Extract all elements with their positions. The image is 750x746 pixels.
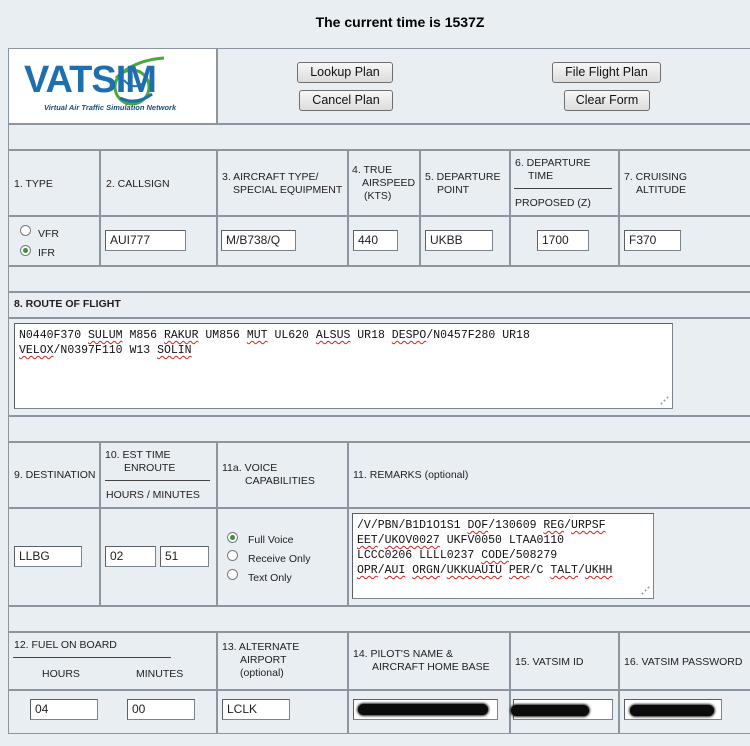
page-title: The current time is 1537Z [315, 14, 485, 30]
ete-minutes-input[interactable]: 51 [160, 546, 209, 567]
logo-tagline: Virtual Air Traffic Simulation Network [44, 103, 177, 112]
cancel-plan-button[interactable]: Cancel Plan [299, 90, 393, 111]
aircraft-type-input[interactable]: M/B738/Q [221, 230, 296, 251]
route-line-1: N0440F370 SULUM M856 RAKUR UM856 MUT UL620 ALSUS UR18 DESPO/N0457F280 UR18 [19, 329, 530, 342]
ete-divider [105, 480, 210, 481]
redacted-password [630, 705, 714, 716]
ete-label-3: HOURS / MINUTES [106, 489, 200, 501]
buttons-cell [217, 48, 750, 124]
redacted-pilot-name [358, 704, 488, 715]
ete-hours-input[interactable]: 02 [105, 546, 156, 567]
text-only-label: Text Only [248, 572, 292, 584]
password-label: 16. VATSIM PASSWORD [624, 656, 743, 668]
resize-grip-icon[interactable] [660, 396, 670, 406]
remarks-textarea[interactable] [352, 513, 654, 599]
vatsim-id-label: 15. VATSIM ID [515, 656, 584, 668]
fuel-hours-label: HOURS [42, 668, 80, 680]
alternate-airport-input[interactable]: LCLK [222, 699, 290, 720]
cruising-altitude-input[interactable]: F370 [624, 230, 681, 251]
spacer-row [8, 266, 750, 292]
fuel-hours-input[interactable]: 04 [30, 699, 98, 720]
ete-label-2: ENROUTE [124, 462, 176, 474]
spacer-row [8, 124, 750, 150]
airspeed-label-1: 4. TRUE [352, 164, 393, 176]
route-label: 8. ROUTE OF FLIGHT [14, 298, 121, 310]
callsign-label: 2. CALLSIGN [106, 178, 170, 190]
destination-label: 9. DESTINATION [14, 469, 96, 481]
destination-input[interactable]: LLBG [14, 546, 82, 567]
text-only-radio[interactable] [227, 569, 238, 580]
route-textarea[interactable] [14, 323, 673, 409]
departure-label-2: POINT [437, 184, 470, 196]
vfr-radio[interactable] [20, 225, 31, 236]
dep-time-label-2: TIME [528, 170, 554, 182]
route-line-2: VELOX/N0397F110 W13 SOLIN [19, 344, 192, 357]
dep-time-divider [514, 188, 612, 189]
pilot-label-2: AIRCRAFT HOME BASE [372, 661, 490, 673]
ifr-label: IFR [38, 247, 55, 259]
fuel-divider [13, 657, 171, 658]
departure-point-input[interactable]: UKBB [425, 230, 493, 251]
airspeed-label-3: (KTS) [364, 190, 392, 202]
redacted-vatsim-id [511, 705, 589, 716]
voice-label-2: CAPABILITIES [245, 475, 315, 487]
vfr-label: VFR [38, 228, 59, 240]
remarks-line: LCCC0206 LLLL0237 CODE/508279 [357, 549, 558, 562]
altitude-label-1: 7. CRUISING [624, 171, 688, 183]
remarks-label: 11. REMARKS (optional) [353, 469, 469, 481]
aircraft-label-1: 3. AIRCRAFT TYPE/ [222, 171, 319, 183]
alternate-label-2: AIRPORT [240, 654, 287, 666]
remarks-line: OPR/AUI ORGN/UKKUAUIU PER/C TALT/UKHH [357, 564, 613, 577]
logo-wordmark: VATSIM [24, 59, 156, 101]
remarks-line: /V/PBN/B1D1O1S1 DOF/130609 REG/URPSF [357, 519, 606, 532]
fuel-minutes-input[interactable]: 00 [127, 699, 195, 720]
fuel-minutes-label: MINUTES [136, 668, 184, 680]
clear-form-button[interactable]: Clear Form [564, 90, 650, 111]
receive-only-radio[interactable] [227, 550, 238, 561]
pilot-label-1: 14. PILOT'S NAME & [353, 648, 454, 660]
lookup-plan-button[interactable]: Lookup Plan [297, 62, 393, 83]
spacer-row [8, 606, 750, 632]
spacer-row [8, 416, 750, 442]
full-voice-label: Full Voice [248, 534, 294, 546]
file-flight-plan-button[interactable]: File Flight Plan [552, 62, 661, 83]
altitude-label-2: ALTITUDE [636, 184, 686, 196]
airspeed-label-2: AIRSPEED [362, 177, 416, 189]
departure-label-1: 5. DEPARTURE [425, 171, 501, 183]
aircraft-label-2: SPECIAL EQUIPMENT [233, 184, 343, 196]
callsign-input[interactable]: AUI777 [105, 230, 186, 251]
fuel-label: 12. FUEL ON BOARD [14, 639, 117, 651]
resize-grip-icon[interactable] [641, 586, 651, 596]
alternate-label-1: 13. ALTERNATE [222, 641, 300, 653]
type-label: 1. TYPE [14, 178, 53, 190]
full-voice-radio[interactable] [227, 532, 238, 543]
dep-time-label-1: 6. DEPARTURE [515, 157, 591, 169]
departure-time-input[interactable]: 1700 [537, 230, 589, 251]
voice-label-1: 11a. VOICE [222, 462, 278, 474]
receive-only-label: Receive Only [248, 553, 311, 565]
airspeed-input[interactable]: 440 [353, 230, 398, 251]
ifr-radio[interactable] [20, 245, 31, 256]
vatsim-logo [24, 54, 204, 116]
ete-label-1: 10. EST TIME [105, 449, 171, 461]
dep-time-label-3: PROPOSED (Z) [515, 197, 591, 209]
remarks-line: EET/UKOV0027 UKFV0050 LTAA0110 [357, 534, 565, 547]
alternate-label-3: (optional) [240, 667, 284, 679]
